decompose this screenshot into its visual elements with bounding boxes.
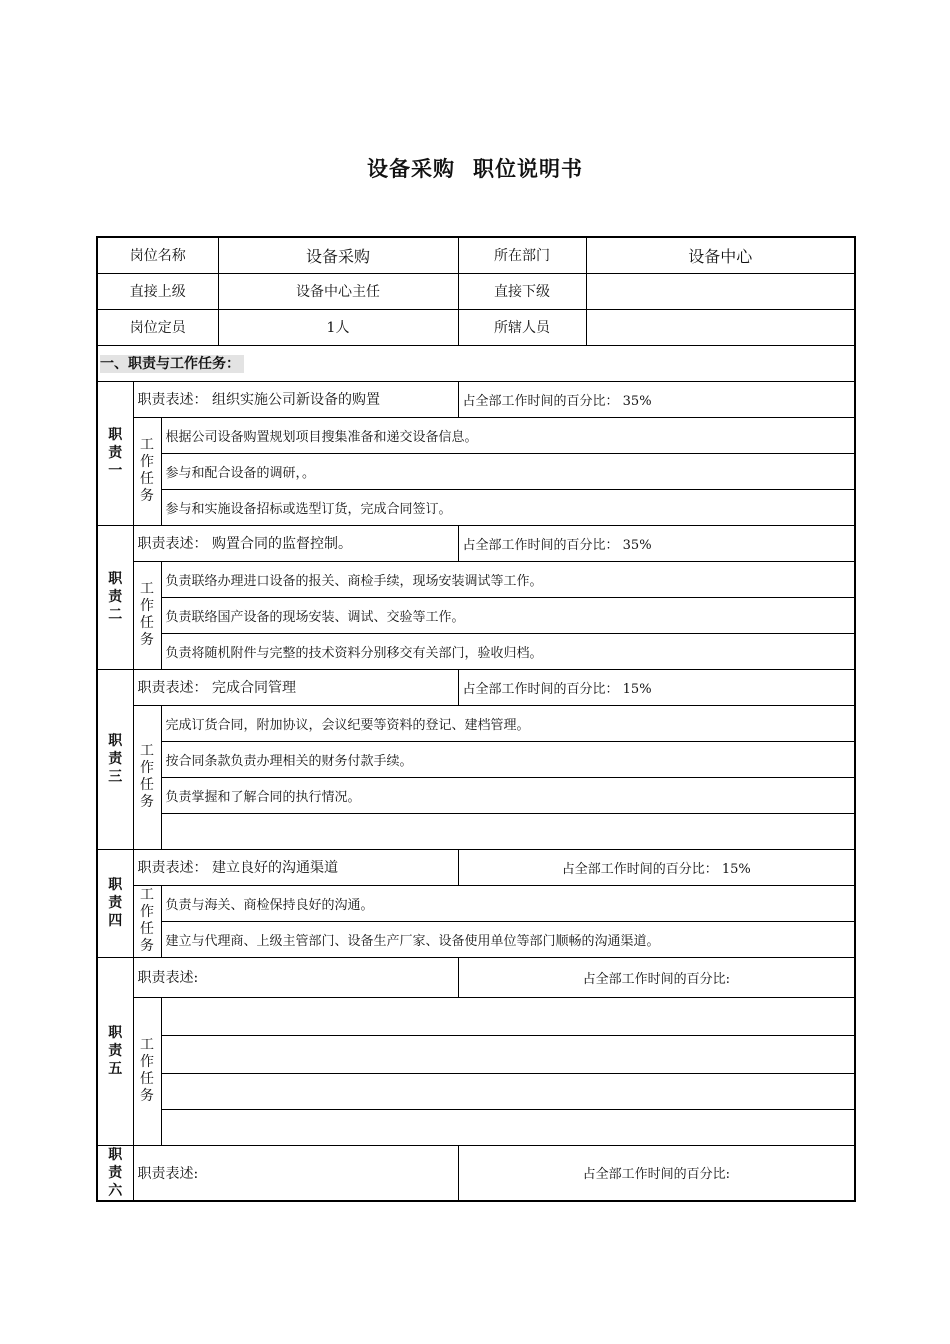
info-value [586, 309, 855, 345]
task-label: 工 作 任 务 [133, 561, 161, 669]
duty-statement-row [97, 381, 855, 417]
task-row [97, 1073, 855, 1109]
task-row [97, 597, 855, 633]
info-value: 设备中心 [586, 237, 855, 273]
info-label: 所在部门 [458, 237, 586, 273]
title-position: 设备采购 [367, 157, 455, 181]
task-row [97, 1109, 855, 1145]
task-row [97, 885, 855, 921]
section-title: 一、职责与工作任务： [100, 355, 244, 373]
task-row [97, 1035, 855, 1073]
task-text [161, 1109, 855, 1145]
duty-statement-row [97, 849, 855, 885]
info-row [97, 237, 855, 273]
task-text: 负责掌握和了解合同的执行情况。 [161, 777, 855, 813]
task-row [97, 921, 855, 957]
job-description-table [96, 236, 856, 1202]
task-text [161, 813, 855, 849]
task-text [161, 1073, 855, 1109]
task-row [97, 453, 855, 489]
info-row [97, 309, 855, 345]
task-row [97, 489, 855, 525]
duty-label: 职 责 一 [97, 381, 133, 525]
task-row [97, 997, 855, 1035]
task-row [97, 741, 855, 777]
task-text: 负责将随机附件与完整的技术资料分别移交有关部门，验收归档。 [161, 633, 855, 669]
duty-statement: 职责表述: [133, 957, 458, 997]
task-label: 工 作 任 务 [133, 417, 161, 525]
info-row [97, 273, 855, 309]
task-text [161, 997, 855, 1035]
duty-statement: 职责表述： 建立良好的沟通渠道 [133, 849, 458, 885]
duty-statement-row [97, 1145, 855, 1201]
duty-statement: 职责表述： 组织实施公司新设备的购置 [133, 381, 458, 417]
info-value: 设备采购 [218, 237, 458, 273]
duty-label: 职 责 二 [97, 525, 133, 669]
task-text: 根据公司设备购置规划项目搜集准备和递交设备信息。 [161, 417, 855, 453]
task-row [97, 417, 855, 453]
task-text: 完成订货合同，附加协议，会议纪要等资料的登记、建档管理。 [161, 705, 855, 741]
task-text: 负责联络办理进口设备的报关、商检手续，现场安装调试等工作。 [161, 561, 855, 597]
task-label: 工 作 任 务 [133, 997, 161, 1145]
info-label: 直接下级 [458, 273, 586, 309]
duty-label: 职 责 三 [97, 669, 133, 849]
duty-statement-row [97, 525, 855, 561]
task-text: 负责与海关、商检保持良好的沟通。 [161, 885, 855, 921]
task-text: 按合同条款负责办理相关的财务付款手续。 [161, 741, 855, 777]
task-label: 工 作 任 务 [133, 705, 161, 849]
page-title [0, 153, 950, 183]
task-row [97, 705, 855, 741]
duty-percent: 占全部工作时间的百分比： 15% [458, 669, 855, 705]
task-text: 参与和实施设备招标或选型订货，完成合同签订。 [161, 489, 855, 525]
duty-label: 职 责 四 [97, 849, 133, 957]
info-value: 1人 [218, 309, 458, 345]
task-text [161, 1035, 855, 1073]
info-label: 所辖人员 [458, 309, 586, 345]
duty-percent: 占全部工作时间的百分比： 35% [458, 381, 855, 417]
duty-statement-row [97, 669, 855, 705]
task-text: 建立与代理商、上级主管部门、设备生产厂家、设备使用单位等部门顺畅的沟通渠道。 [161, 921, 855, 957]
info-value: 设备中心主任 [218, 273, 458, 309]
info-value [586, 273, 855, 309]
task-text: 负责联络国产设备的现场安装、调试、交验等工作。 [161, 597, 855, 633]
task-row [97, 633, 855, 669]
duty-percent: 占全部工作时间的百分比: [458, 1145, 855, 1201]
task-row [97, 777, 855, 813]
duty-label: 职 责 五 [97, 957, 133, 1145]
info-label: 岗位名称 [97, 237, 218, 273]
section-header [97, 345, 855, 381]
duty-percent: 占全部工作时间的百分比: [458, 957, 855, 997]
task-label: 工 作 任 务 [133, 885, 161, 957]
duty-statement: 职责表述： 购置合同的监督控制。 [133, 525, 458, 561]
section-header-row [97, 345, 855, 381]
duty-statement: 职责表述: [133, 1145, 458, 1201]
duty-percent: 占全部工作时间的百分比： 35% [458, 525, 855, 561]
task-text: 参与和配合设备的调研，。 [161, 453, 855, 489]
title-doc-type: 职位说明书 [473, 157, 583, 181]
info-label: 直接上级 [97, 273, 218, 309]
duty-statement: 职责表述： 完成合同管理 [133, 669, 458, 705]
info-label: 岗位定员 [97, 309, 218, 345]
duty-label: 职 责 六 [97, 1145, 133, 1201]
task-row [97, 561, 855, 597]
duty-statement-row [97, 957, 855, 997]
duty-percent: 占全部工作时间的百分比： 15% [458, 849, 855, 885]
task-row [97, 813, 855, 849]
